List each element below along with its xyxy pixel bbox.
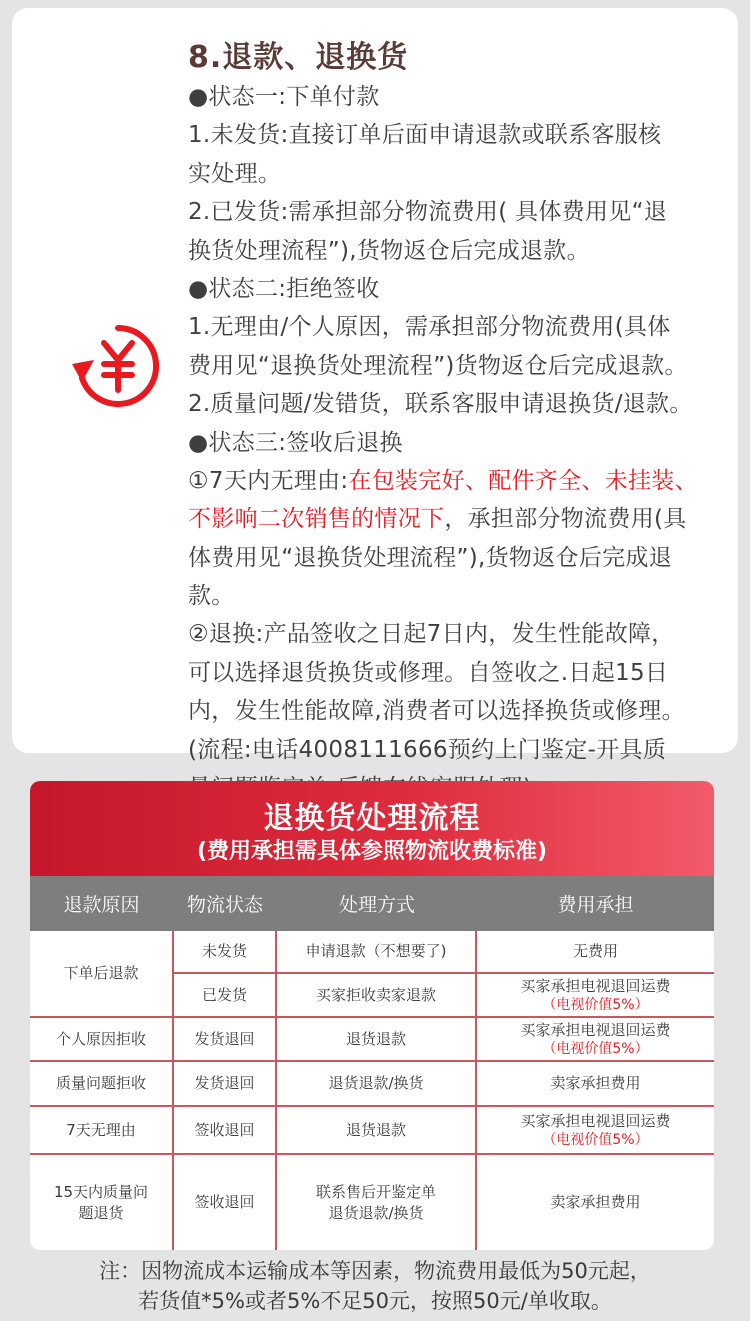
cost-text: 买家承担电视退回运费 <box>520 1112 671 1130</box>
policy-text-segment: 2.质量问题/发错货，联系客服申请退换货/退款。 <box>188 391 693 418</box>
cell-reason: 个人原因拒收 <box>55 1029 146 1048</box>
cell-method: 退货退款/换货 <box>328 1074 424 1092</box>
cell-cost: 无费用 <box>572 942 618 960</box>
cost-note: （电视价值5%） <box>542 997 649 1013</box>
cell-cost <box>477 1018 714 1060</box>
cell-cost <box>477 974 714 1016</box>
policy-text-segment: (流程:电话4008111666预约上门鉴定-开具质 <box>188 736 667 763</box>
policy-line <box>188 731 748 769</box>
policy-text-segment: 1.未发货:直接订单后面申请退款或联系客服核 <box>188 122 662 149</box>
cell-status: 签收退回 <box>194 1193 255 1211</box>
flow-subtitle: (费用承担需具体参照物流收费标准) <box>196 839 548 864</box>
cell-status: 未发货 <box>201 942 247 960</box>
cell-reason: 下单后退款 <box>63 964 139 982</box>
policy-line <box>188 232 748 270</box>
section-title: 8.退款、退换货 <box>188 40 409 75</box>
policy-line <box>188 692 748 730</box>
policy-text-segment: ●状态一:下单付款 <box>188 84 380 110</box>
policy-line <box>188 193 748 231</box>
header-status: 物流状态 <box>186 894 263 916</box>
policy-text-segment: ●状态二:拒绝签收 <box>188 275 380 302</box>
highlight-text: 在包装完好、配件齐全、未挂装、 <box>348 467 698 494</box>
cell-reason <box>30 1155 172 1250</box>
policy-line <box>188 155 748 193</box>
policy-text-segment: ①7天内无理由: <box>188 467 349 494</box>
cell-status: 签收退回 <box>194 1120 255 1139</box>
cost-note: （电视价值5%） <box>542 1041 649 1057</box>
cell-status: 发货退回 <box>194 1029 255 1048</box>
cell-method: 退货退款 <box>345 1029 406 1048</box>
cell-cost: 卖家承担费用 <box>550 1074 641 1092</box>
policy-line <box>188 500 748 538</box>
note-line: 若货值*5%或者5%不足50元，按照50元/单收取。 <box>138 1289 612 1313</box>
policy-line <box>188 116 748 154</box>
table-header <box>30 876 714 931</box>
policy-line <box>188 577 748 615</box>
cell-method <box>277 1155 475 1250</box>
refund-policy-card <box>12 8 738 763</box>
policy-text-segment: 换货处理流程”),货物返仓后完成退款。 <box>188 237 590 264</box>
method-line: 联系售后开鉴定单 <box>315 1182 436 1201</box>
header-cost: 费用承担 <box>557 894 634 916</box>
policy-line <box>188 424 748 462</box>
policy-line <box>188 78 748 116</box>
shipping-note <box>0 1256 750 1316</box>
header-method: 处理方式 <box>338 894 415 916</box>
cell-cost: 卖家承担费用 <box>550 1193 641 1211</box>
policy-text-segment: ②退换:产品签收之日起7日内，发生性能故障， <box>188 621 675 648</box>
policy-line <box>188 462 748 500</box>
cell-cost <box>477 1107 714 1153</box>
policy-line <box>188 270 748 308</box>
policy-line <box>188 654 748 692</box>
cost-note: （电视价值5%） <box>542 1132 649 1148</box>
policy-text-segment: 体费用见“退换货处理流程”),货物返仓后完成退 <box>188 544 673 571</box>
policy-line <box>188 347 748 385</box>
yuan-refund-icon <box>68 316 168 416</box>
policy-text-segment: ，承担部分物流费用(具 <box>444 506 687 533</box>
cell-reason: 质量问题拒收 <box>55 1074 146 1092</box>
flow-title: 退换货处理流程 <box>263 801 481 836</box>
cell-method: 申请退款（不想要了) <box>305 942 447 960</box>
policy-line <box>188 539 748 577</box>
note-line: 注：因物流成本运输成本等因素，物流费用最低为50元起， <box>99 1259 651 1283</box>
cost-text: 买家承担电视退回运费 <box>520 977 671 995</box>
policy-text-segment: 内，发生性能故障,消费者可以选择换货或修理。 <box>188 698 685 725</box>
policy-text-segment: 1.无理由/个人原因，需承担部分物流费用(具体 <box>188 314 671 341</box>
policy-text-segment: 实处理。 <box>188 160 282 187</box>
policy-text-segment: 2.已发货:需承担部分物流费用( 具体费用见“退 <box>188 199 668 226</box>
flow-banner <box>30 781 714 876</box>
cost-text: 买家承担电视退回运费 <box>520 1021 671 1039</box>
table-body <box>30 931 714 1250</box>
highlight-text: 不影响二次销售的情况下 <box>188 506 445 533</box>
policy-line <box>188 615 748 653</box>
reason-line: 题退货 <box>78 1203 124 1222</box>
policy-text-segment: 可以选择退货换货或修理。自签收之.日起15日 <box>188 659 669 686</box>
policy-text-segment: ●状态三:签收后退换 <box>188 429 403 456</box>
cell-method: 买家拒收卖家退款 <box>315 985 436 1004</box>
policy-text <box>188 78 748 807</box>
header-reason: 退款原因 <box>63 894 140 916</box>
policy-text-segment: 费用见“退换货处理流程”)货物返仓后完成退款。 <box>188 352 688 379</box>
cell-status: 已发货 <box>201 985 247 1004</box>
cell-status: 发货退回 <box>194 1074 255 1092</box>
reason-line: 15天内质量问 <box>53 1182 149 1201</box>
cell-reason: 7天无理由 <box>66 1120 136 1139</box>
cell-method: 退货退款 <box>345 1120 406 1139</box>
policy-line <box>188 308 748 346</box>
policy-text-segment: 款。 <box>188 583 235 610</box>
method-line: 退货退款/换货 <box>328 1203 424 1222</box>
policy-line <box>188 385 748 423</box>
return-flow-table <box>30 781 714 1250</box>
